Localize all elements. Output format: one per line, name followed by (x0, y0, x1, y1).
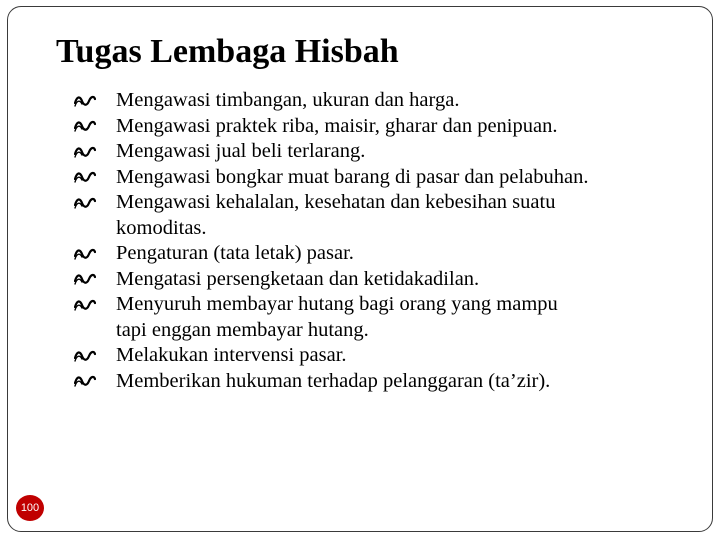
list-item (74, 267, 684, 293)
wave-bullet-icon (74, 369, 116, 395)
list-item-text: Mengawasi jual beli terlarang. (116, 140, 366, 162)
list-item (74, 369, 684, 395)
list-item (74, 190, 684, 241)
wave-bullet-icon (74, 88, 116, 114)
list-item-text: Pengaturan (tata letak) pasar. (116, 242, 354, 264)
list-item-text: Mengawasi kehalalan, kesehatan dan kebesihan suatu komoditas. (116, 191, 556, 239)
list-item-text: Mengatasi persengketaan dan ketidakadilan. (116, 267, 480, 290)
list-item (74, 241, 684, 267)
list-item-text: Melakukan intervensi pasar. (116, 344, 347, 366)
list-item (74, 114, 684, 140)
list-item (74, 165, 684, 191)
wave-bullet-icon (74, 114, 116, 140)
list-item-text: Mengawasi praktek riba, maisir, gharar dan penipuan. (116, 114, 558, 137)
wave-bullet-icon (74, 343, 116, 369)
list-item (74, 139, 684, 165)
page-number-badge: 100 (16, 495, 44, 521)
list-item-text: Mengawasi bongkar muat barang di pasar dan pelabuhan. (116, 165, 589, 188)
list-item (74, 292, 684, 343)
list-item-text: Menyuruh membayar hutang bagi orang yang mampu tapi enggan membayar hutang. (116, 293, 558, 341)
list-item (74, 88, 684, 114)
wave-bullet-icon (74, 241, 116, 267)
wave-bullet-icon (74, 139, 116, 165)
list-item-text: Mengawasi timbangan, ukuran dan harga. (116, 89, 460, 111)
list-item (74, 343, 684, 369)
wave-bullet-icon (74, 165, 116, 191)
list-item-text: Memberikan hukuman terhadap pelanggaran (ta’zir). (116, 369, 551, 392)
bullet-list (74, 88, 684, 394)
wave-bullet-icon (74, 190, 116, 216)
wave-bullet-icon (74, 267, 116, 293)
slide-title: Tugas Lembaga Hisbah (56, 33, 399, 70)
wave-bullet-icon (74, 292, 116, 318)
